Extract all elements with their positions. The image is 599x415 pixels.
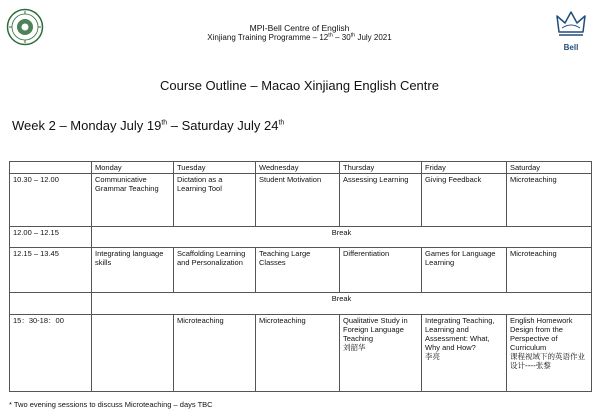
session-cell: Microteaching xyxy=(256,315,340,392)
break-row xyxy=(10,227,592,248)
footnote: * Two evening sessions to discuss Microteaching – days TBC xyxy=(9,400,213,409)
session-cell xyxy=(507,315,592,392)
break-label: Break xyxy=(92,293,592,315)
presenter-name: 刘韶华 xyxy=(343,343,366,352)
day-header: Saturday xyxy=(507,162,592,174)
session-cell: Games for Language Learning xyxy=(422,248,507,293)
session-title-zh: 课程视域下的英语作业设计----张黎 xyxy=(510,352,585,370)
session-cell: Student Motivation xyxy=(256,174,340,227)
corner-cell xyxy=(10,162,92,174)
table-row xyxy=(10,315,592,392)
break-row xyxy=(10,293,592,315)
course-title: Course Outline – Macao Xinjiang English Centre xyxy=(160,78,439,93)
day-header: Wednesday xyxy=(256,162,340,174)
table-row xyxy=(10,248,592,293)
table-row xyxy=(10,174,592,227)
session-cell: Communicative Grammar Teaching xyxy=(92,174,174,227)
document-header xyxy=(0,23,599,43)
week-title: Week 2 – Monday July 19th – Saturday July 24th xyxy=(12,118,285,133)
session-cell xyxy=(422,315,507,392)
programme-line: Xinjiang Training Programme – 12th – 30th July 2021 xyxy=(207,32,392,42)
schedule-table xyxy=(9,161,592,392)
presenter-name: ----张黎 xyxy=(525,361,551,370)
break-label: Break xyxy=(92,227,592,248)
time-cell: 12.15 – 13.45 xyxy=(10,248,92,293)
day-header: Friday xyxy=(422,162,507,174)
session-cell: Microteaching xyxy=(507,174,592,227)
session-cell: Assessing Learning xyxy=(340,174,422,227)
session-cell: Giving Feedback xyxy=(422,174,507,227)
time-cell: 12.00 – 12.15 xyxy=(10,227,92,248)
day-header: Monday xyxy=(92,162,174,174)
day-header: Thursday xyxy=(340,162,422,174)
session-title: Integrating Teaching, Learning and Assessment: What, Why and How? xyxy=(425,316,495,352)
time-cell: 10.30 – 12.00 xyxy=(10,174,92,227)
session-cell: Microteaching xyxy=(174,315,256,392)
session-title: Qualitative Study in Foreign Language Teaching xyxy=(343,316,408,343)
org-line: MPI-Bell Centre of English xyxy=(249,23,350,33)
session-cell: Scaffolding Learning and Personalization xyxy=(174,248,256,293)
session-cell: Integrating language skills xyxy=(92,248,174,293)
time-cell xyxy=(10,293,92,315)
presenter-name: 李亮 xyxy=(425,352,440,361)
bell-logo-text: Bell xyxy=(563,43,579,52)
session-cell xyxy=(92,315,174,392)
day-header: Tuesday xyxy=(174,162,256,174)
day-header-row xyxy=(10,162,592,174)
session-cell xyxy=(340,315,422,392)
session-title: English Homework Design from the Perspective of Curriculum xyxy=(510,316,573,352)
session-cell: Microteaching xyxy=(507,248,592,293)
session-cell: Differentiation xyxy=(340,248,422,293)
session-cell: Teaching Large Classes xyxy=(256,248,340,293)
time-cell: 15：30-18：00 xyxy=(10,315,92,392)
session-cell: Dictation as a Learning Tool xyxy=(174,174,256,227)
